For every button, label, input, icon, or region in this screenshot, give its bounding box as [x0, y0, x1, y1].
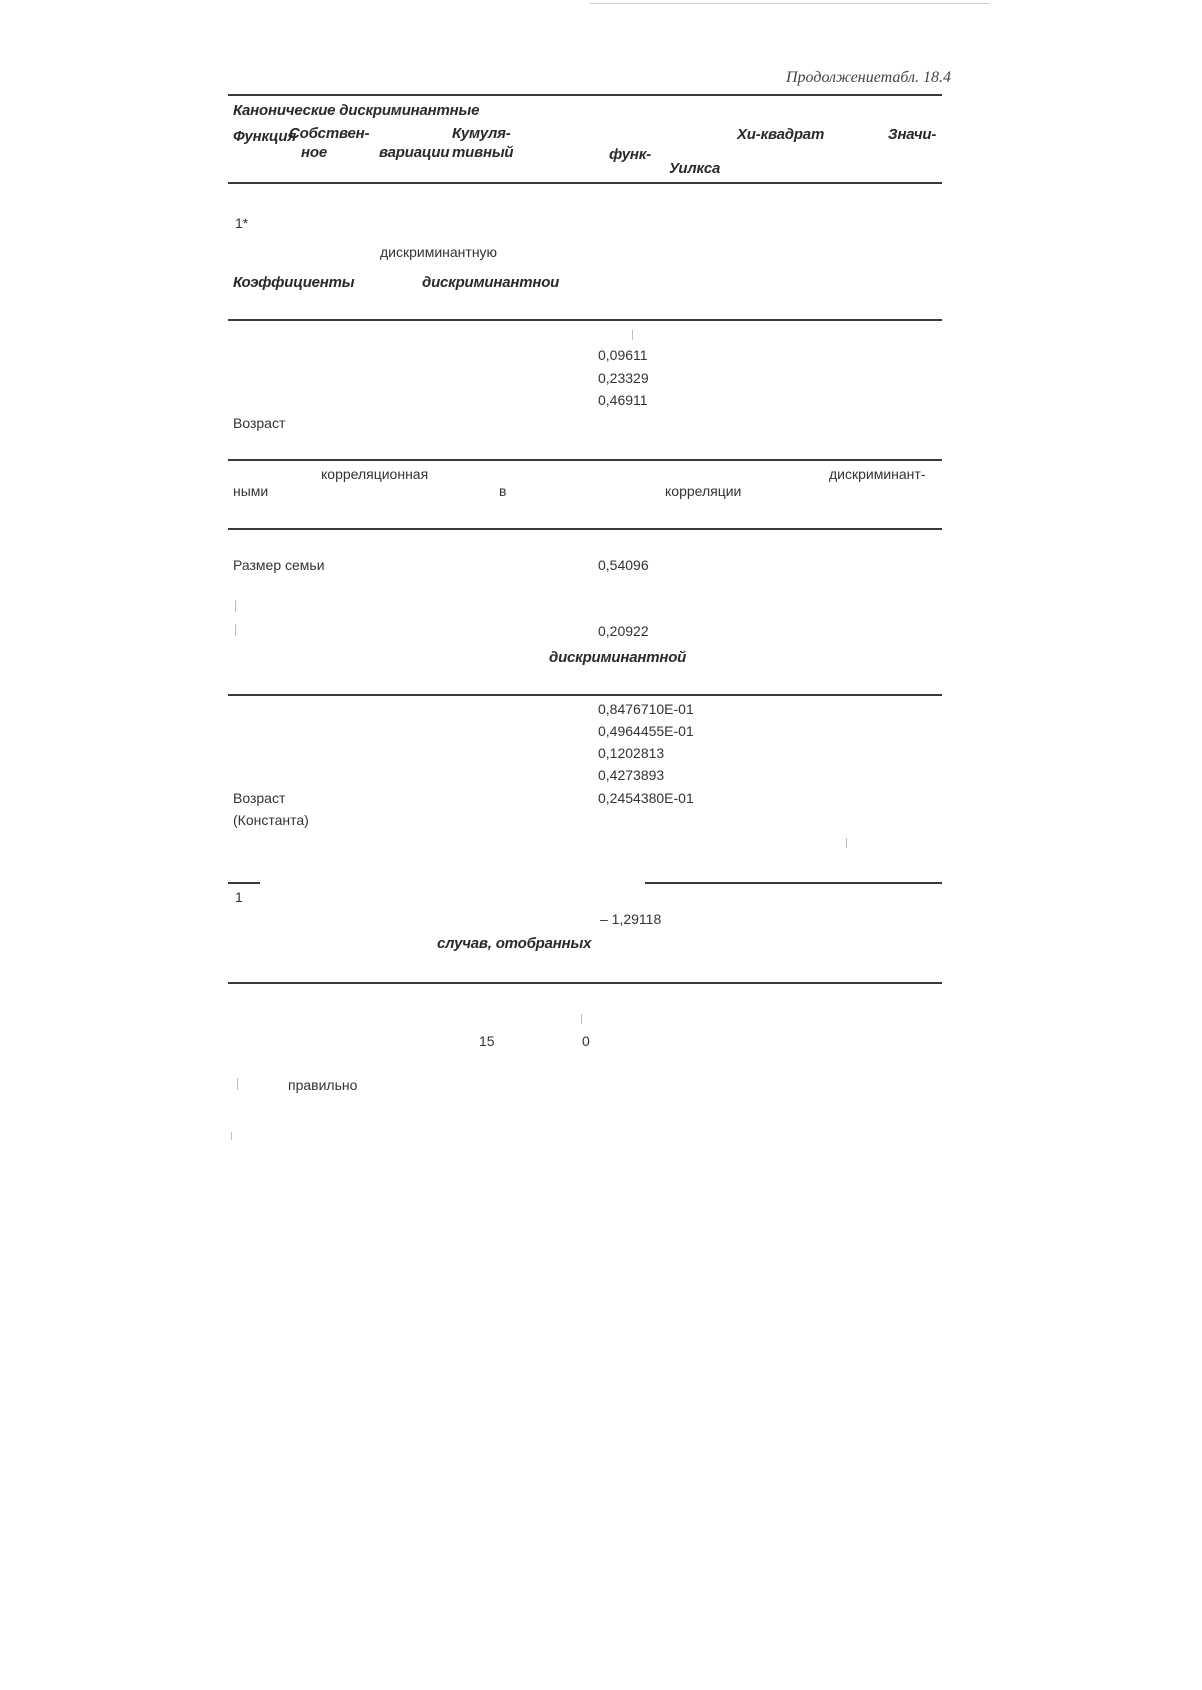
- table-continuation-header: Продолжениетабл. 18.4: [786, 69, 951, 86]
- word-correlations: корреляции: [665, 483, 742, 499]
- section4-rule: [228, 694, 942, 696]
- word-nymi: ными: [233, 483, 269, 499]
- word-correctly: правильно: [288, 1077, 358, 1093]
- section5-rule-left: [228, 882, 260, 884]
- col-wilks: Уилкса: [669, 160, 721, 177]
- header-bottom-rule: [228, 182, 942, 184]
- section3-header-rule: [228, 528, 942, 530]
- label-family-size: Размер семьи: [233, 557, 325, 573]
- col-significance: Значи-: [888, 126, 937, 143]
- section6-rule: [228, 982, 942, 984]
- count-0: 0: [582, 1033, 590, 1049]
- scan-mark: [632, 330, 633, 340]
- word-v: в: [499, 483, 507, 499]
- label-age: Возраст: [233, 415, 286, 431]
- discriminant-label: дискриминантнои: [422, 274, 560, 291]
- col-function: Функция: [233, 128, 297, 145]
- section-title-canonical: Канонические дискриминантные: [233, 102, 480, 119]
- word-correlational: корреляционная: [321, 466, 429, 482]
- col-cumulative-2: тивный: [452, 144, 514, 161]
- func-coef-5: 0,2454380E-01: [598, 790, 694, 806]
- scan-mark: [846, 838, 847, 848]
- cases-selected-label: случав, отобранных: [437, 935, 592, 952]
- col-function-short: функ-: [609, 146, 651, 163]
- scan-edge-line: [590, 3, 990, 4]
- func-coef-4: 0,4273893: [598, 767, 665, 783]
- count-15: 15: [479, 1033, 495, 1049]
- centroid-value: – 1,29118: [600, 911, 662, 927]
- discriminant-function-label: дискриминантной: [549, 649, 687, 666]
- word-discriminant: дискриминантную: [380, 244, 498, 260]
- scan-mark: [235, 624, 236, 636]
- scan-mark: [235, 600, 236, 612]
- top-rule: [228, 94, 942, 96]
- col-cumulative-1: Кумуля-: [452, 125, 511, 142]
- coef-value-2: 0,23329: [598, 370, 649, 386]
- scan-mark: [231, 1132, 232, 1140]
- coef-value-3: 0,46911: [598, 392, 648, 408]
- section2-rule: [228, 319, 942, 321]
- func-coef-3: 0,1202813: [598, 745, 665, 761]
- label-constant: (Константа): [233, 812, 309, 828]
- col-eigen-2: ное: [301, 144, 327, 161]
- col-variation: вариации: [379, 144, 450, 161]
- corr-value-2: 0,20922: [598, 623, 649, 639]
- section5-rule-right: [645, 882, 942, 884]
- coef-value-1: 0,09611: [598, 347, 648, 363]
- label-age-2: Возраст: [233, 790, 286, 806]
- scan-mark: [581, 1014, 582, 1024]
- section3-rule: [228, 459, 942, 461]
- func-coef-2: 0,4964455E-01: [598, 723, 694, 739]
- coefficients-label: Коэффициенты: [233, 274, 355, 291]
- scan-mark: [237, 1078, 238, 1090]
- word-discriminant-hyphen: дискриминант-: [829, 466, 926, 482]
- row-one: 1: [235, 889, 243, 905]
- corr-value-1: 0,54096: [598, 557, 649, 573]
- func-coef-1: 0,8476710E-01: [598, 701, 694, 717]
- row-function-1: 1*: [235, 215, 249, 231]
- col-eigen-1: Собствен-: [289, 125, 370, 142]
- col-chi-square: Хи-квадрат: [737, 126, 825, 143]
